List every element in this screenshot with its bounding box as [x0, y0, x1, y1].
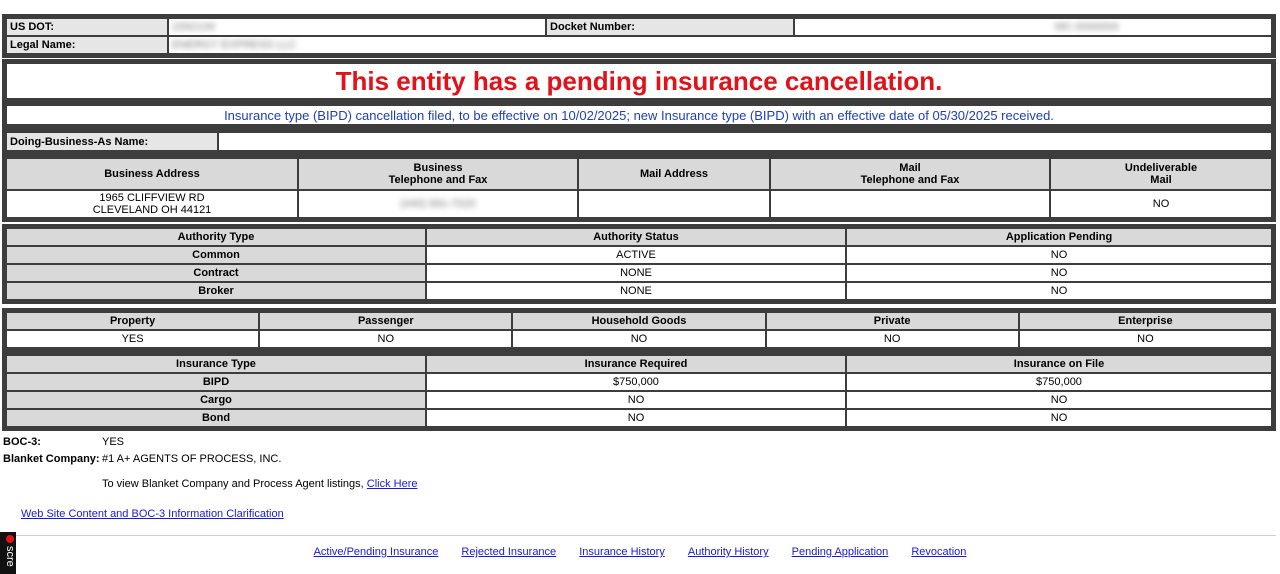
mail-phone-value	[771, 191, 1049, 217]
boc3-label: BOC-3:	[3, 436, 41, 448]
authority-type-common: Common	[7, 247, 425, 263]
enterprise-value: NO	[1020, 331, 1271, 347]
mail-address-value	[579, 191, 769, 217]
mail-phone-header-line2: Telephone and Fax	[860, 174, 960, 186]
clarification-link[interactable]: Web Site Content and BOC-3 Information Clarification	[21, 508, 284, 520]
authority-pending-broker: NO	[847, 283, 1271, 299]
table-row	[7, 410, 1271, 426]
insurance-type-header: Insurance Type	[7, 356, 425, 372]
operation-type-table	[2, 308, 1276, 352]
insurance-on-file-cargo: NO	[847, 392, 1271, 408]
undeliverable-value: NO	[1051, 191, 1271, 217]
application-pending-header: Application Pending	[847, 229, 1271, 245]
insurance-table	[2, 351, 1276, 431]
alert-headline: This entity has a pending insurance cancellation.	[7, 64, 1271, 98]
table-row	[7, 247, 1271, 263]
carrier-id-table	[2, 14, 1276, 58]
screen-recorder-badge[interactable]	[0, 532, 16, 574]
authority-pending-contract: NO	[847, 265, 1271, 281]
alert-detail-box	[2, 101, 1276, 129]
address-table	[2, 154, 1276, 222]
private-header: Private	[767, 313, 1018, 329]
business-address-line2: CLEVELAND OH 44121	[92, 204, 212, 216]
agent-listing-row	[102, 478, 418, 490]
mail-phone-header-line1: Mail	[899, 162, 921, 174]
docket-value: MC-0000004	[1055, 21, 1119, 33]
alert-box	[2, 59, 1276, 103]
footer-nav	[0, 546, 1280, 558]
household-goods-header: Household Goods	[513, 313, 764, 329]
blanket-company-label: Blanket Company:	[3, 453, 100, 465]
property-value: YES	[7, 331, 258, 347]
mail-phone-header	[771, 159, 1049, 189]
authority-status-common: ACTIVE	[427, 247, 845, 263]
insurance-required-bipd: $750,000	[427, 374, 845, 390]
insurance-required-bond: NO	[427, 410, 845, 426]
property-header: Property	[7, 313, 258, 329]
insurance-type-bipd: BIPD	[7, 374, 425, 390]
insurance-type-bond: Bond	[7, 410, 425, 426]
authority-history-link[interactable]: Authority History	[687, 546, 769, 558]
business-phone-header-line2: Telephone and Fax	[388, 174, 488, 186]
footer-divider	[16, 535, 1276, 536]
insurance-on-file-header: Insurance on File	[847, 356, 1271, 372]
insurance-on-file-bipd: $750,000	[847, 374, 1271, 390]
mail-address-header: Mail Address	[579, 159, 769, 189]
undeliverable-header	[1051, 159, 1271, 189]
insurance-type-cargo: Cargo	[7, 392, 425, 408]
passenger-value: NO	[260, 331, 511, 347]
insurance-on-file-bond: NO	[847, 410, 1271, 426]
undeliverable-header-line2: Mail	[1150, 174, 1172, 186]
legal-name-label: Legal Name:	[7, 37, 167, 53]
pending-application-link[interactable]: Pending Application	[791, 546, 889, 558]
authority-status-header: Authority Status	[427, 229, 845, 245]
blanket-company-value: #1 A+ AGENTS OF PROCESS, INC.	[102, 453, 282, 465]
table-row	[7, 283, 1271, 299]
agent-listing-text: To view Blanket Company and Process Agent listings,	[102, 478, 364, 490]
usdot-value: 2262134	[172, 21, 215, 33]
legal-name-value: ENERGY EXPRESS LLC	[172, 39, 297, 51]
docket-label: Docket Number:	[547, 19, 793, 35]
business-address-header: Business Address	[7, 159, 297, 189]
authority-status-contract: NONE	[427, 265, 845, 281]
authority-type-header: Authority Type	[7, 229, 425, 245]
business-address-value	[7, 191, 297, 217]
authority-status-broker: NONE	[427, 283, 845, 299]
passenger-header: Passenger	[260, 313, 511, 329]
authority-table	[2, 224, 1276, 304]
active-pending-insurance-link[interactable]: Active/Pending Insurance	[313, 546, 439, 558]
insurance-required-cargo: NO	[427, 392, 845, 408]
record-dot-icon	[6, 535, 14, 543]
dba-label: Doing-Business-As Name:	[7, 133, 217, 150]
authority-type-contract: Contract	[7, 265, 425, 281]
authority-type-broker: Broker	[7, 283, 425, 299]
table-row	[7, 374, 1271, 390]
authority-pending-common: NO	[847, 247, 1271, 263]
dba-table	[2, 128, 1276, 155]
revocation-link[interactable]: Revocation	[911, 546, 967, 558]
insurance-required-header: Insurance Required	[427, 356, 845, 372]
business-phone-header	[299, 159, 577, 189]
screen-recorder-label: scre	[4, 546, 16, 567]
business-phone-value: (440) 691-7020	[400, 198, 476, 210]
rejected-insurance-link[interactable]: Rejected Insurance	[461, 546, 557, 558]
dba-value	[219, 133, 1271, 150]
table-row	[7, 392, 1271, 408]
alert-detail: Insurance type (BIPD) cancellation filed, to be effective on 10/02/2025; new Insurance type (BIPD) with an effective date of 05/30/2025 received.	[7, 106, 1271, 124]
table-row	[7, 265, 1271, 281]
business-phone-header-line1: Business	[413, 162, 463, 174]
enterprise-header: Enterprise	[1020, 313, 1271, 329]
boc3-value: YES	[102, 436, 125, 448]
insurance-history-link[interactable]: Insurance History	[579, 546, 665, 558]
click-here-link[interactable]: Click Here	[366, 478, 418, 490]
undeliverable-header-line1: Undeliverable	[1124, 162, 1198, 174]
usdot-label: US DOT:	[7, 19, 167, 35]
business-address-line1: 1965 CLIFFVIEW RD	[99, 192, 205, 204]
household-goods-value: NO	[513, 331, 764, 347]
private-value: NO	[767, 331, 1018, 347]
